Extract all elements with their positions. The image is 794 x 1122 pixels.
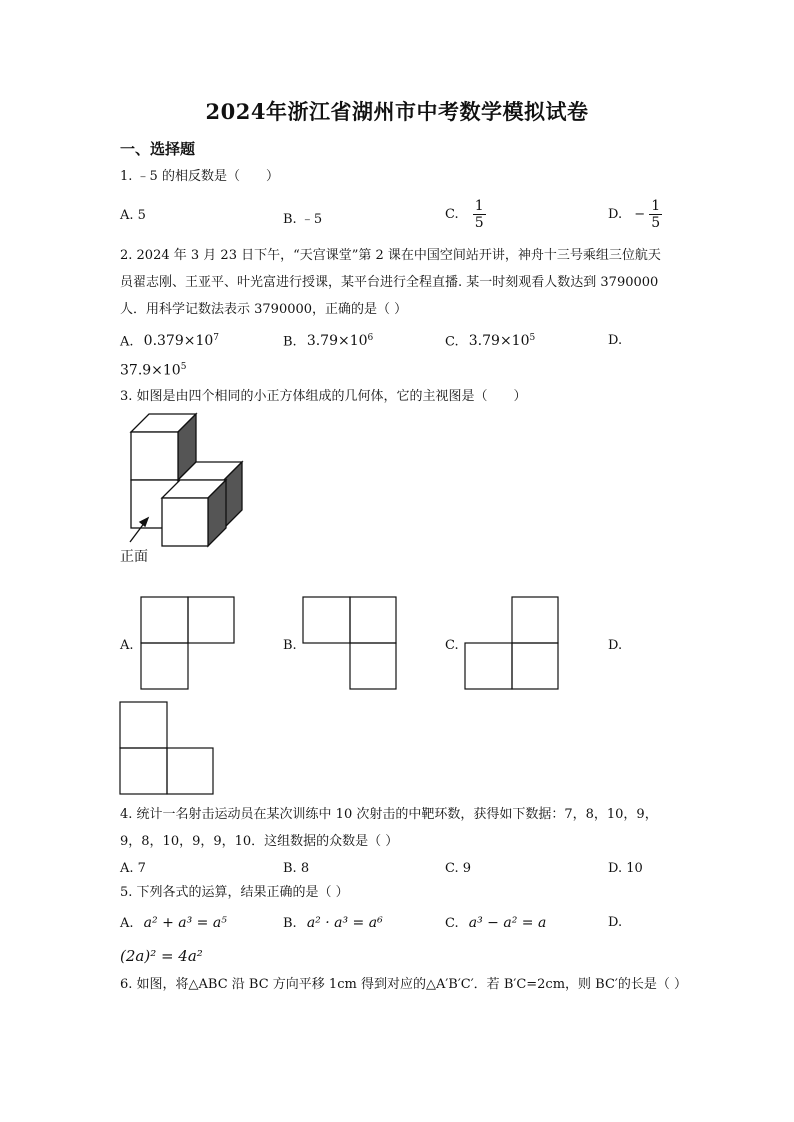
q3-front-label: 正面 — [120, 549, 148, 565]
q1-option-c-label: C. — [445, 207, 459, 222]
q3-option-a-label: A. — [120, 638, 134, 653]
q5-c-label: C. — [445, 916, 459, 931]
q2-a-value: 0.379×10 — [143, 333, 214, 350]
section-heading: 一、选择题 — [120, 140, 196, 158]
q1-option-d-label: D. — [608, 207, 623, 222]
q6-stem: 6. 如图，将△ABC 沿 BC 方向平移 1cm 得到对应的△A′B′C′．若 B′C=2cm，则 BC′的长是（ ） — [120, 977, 687, 992]
q5-option-c — [445, 915, 546, 931]
q3-option-d-label: D. — [608, 638, 623, 653]
q4-line-1: 4. 统计一名射击运动员在某次训练中 10 次射击的中靶环数，获得如下数据：7，8，10，9， — [120, 807, 658, 822]
q5-option-a — [120, 915, 227, 931]
q5-option-d — [120, 947, 203, 965]
q5-a-expression: a² + a³ = a⁵ — [143, 915, 227, 931]
q3-option-a-figure — [140, 596, 236, 692]
q3-option-c-label: C. — [445, 638, 459, 653]
page-title: 2024年浙江省湖州市中考数学模拟试卷 — [205, 99, 589, 124]
q1-c-numerator: 1 — [474, 198, 484, 214]
q2-c-label: C. — [445, 334, 459, 350]
q2-option-d — [120, 362, 186, 378]
q2-d-value: 37.9×10 — [120, 362, 181, 379]
q2-c-exponent: 5 — [529, 333, 536, 343]
q4-option-d: D. 10 — [608, 861, 643, 876]
q3-option-b-figure — [302, 596, 398, 692]
q2-b-value: 3.79×10 — [306, 333, 368, 350]
q2-d-exponent: 5 — [180, 362, 187, 372]
q1-option-d-fraction — [649, 198, 662, 231]
q1-d-numerator: 1 — [651, 198, 661, 214]
q1-c-denominator: 5 — [474, 215, 484, 231]
q5-b-expression: a² · a³ = a⁶ — [306, 915, 383, 931]
q5-c-expression: a³ − a² = a — [468, 915, 547, 931]
q1-option-a: A. 5 — [120, 208, 146, 223]
q2-option-b — [283, 333, 373, 349]
q1-option-c-fraction — [473, 198, 486, 231]
q5-stem: 5. 下列各式的运算，结果正确的是（ ） — [120, 885, 349, 900]
q2-line-1: 2. 2024 年 3 月 23 日下午，“天宫课堂”第 2 课在中国空间站开讲，神舟十三号乘组三位航天 — [120, 248, 661, 263]
q2-b-exponent: 6 — [367, 333, 374, 343]
q3-option-c-figure — [464, 596, 560, 692]
q2-a-exponent: 7 — [213, 333, 220, 343]
q5-option-b — [283, 915, 383, 931]
q3-option-b-label: B. — [283, 638, 297, 653]
q5-b-label: B. — [283, 916, 297, 931]
q4-option-a: A. 7 — [120, 861, 146, 876]
q2-option-c — [445, 333, 535, 349]
q4-option-c: C. 9 — [445, 861, 472, 876]
q2-a-label: A. — [120, 334, 134, 350]
q2-line-3: 人．用科学记数法表示 3790000，正确的是（ ） — [120, 302, 408, 317]
q4-option-b: B. 8 — [283, 861, 310, 876]
q2-option-d-label: D. — [608, 333, 623, 348]
q1-stem: 1. ﹣5 的相反数是（ ） — [120, 169, 279, 184]
q3-stem: 3. 如图是由四个相同的小正方体组成的几何体，它的主视图是（ ） — [120, 389, 527, 404]
q2-line-2: 员翟志刚、王亚平、叶光富进行授课，某平台进行全程直播. 某一时刻观看人数达到 3790000 — [120, 275, 659, 290]
q3-option-d-figure — [119, 701, 215, 797]
q5-a-label: A. — [120, 916, 134, 931]
q1-option-d — [608, 198, 662, 231]
q1-option-b: B. ﹣5 — [283, 212, 323, 227]
q1-option-c — [445, 198, 486, 231]
q2-b-label: B. — [283, 334, 297, 350]
q1-d-denominator: 5 — [651, 215, 661, 231]
q2-c-value: 3.79×10 — [468, 333, 530, 350]
q1-d-sign: − — [634, 207, 646, 222]
q2-option-a — [120, 333, 219, 349]
q4-line-2: 9，8，10，9，9，10．这组数据的众数是（ ） — [120, 834, 399, 849]
q5-d-expression: (2a)² = 4a² — [120, 947, 203, 965]
q5-option-d-label: D. — [608, 915, 623, 930]
